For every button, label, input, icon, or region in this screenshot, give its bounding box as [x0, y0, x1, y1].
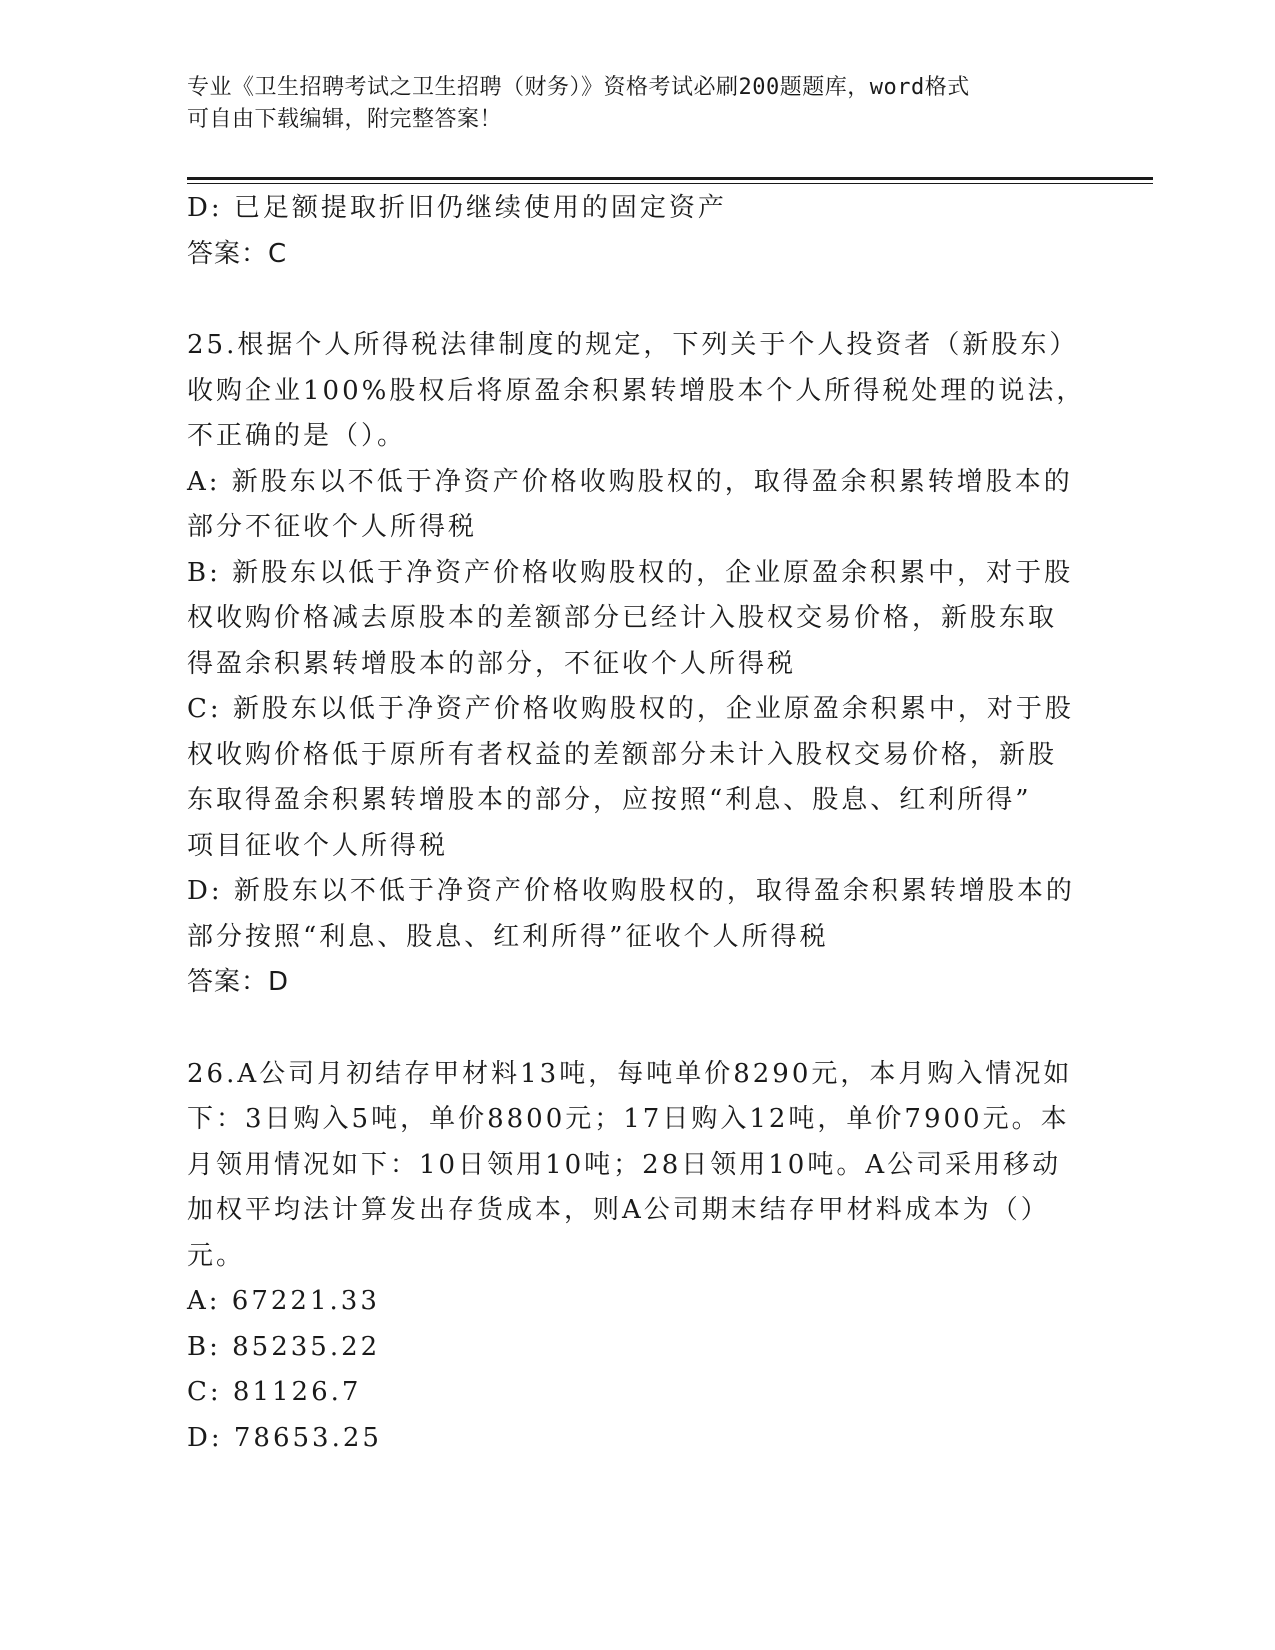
- option-c: 项目征收个人所得税: [187, 830, 449, 861]
- option-b: B: 新股东以低于净资产价格收购股权的，企业原盈余积累中，对于股: [187, 557, 1074, 588]
- option-d: D: 78653.25: [187, 1422, 382, 1453]
- option-a: A: 新股东以不低于净资产价格收购股权的，取得盈余积累转增股本的: [187, 466, 1073, 497]
- answer-label: 答案：C: [187, 238, 288, 269]
- spacer: [187, 277, 1087, 323]
- option-c: 权收购价格低于原所有者权益的差额部分未计入股权交易价格，新股: [187, 739, 1058, 770]
- question-stem-line: 26.A公司月初结存甲材料13吨，每吨单价8290元，本月购入情况如: [187, 1058, 1073, 1089]
- document-body: [187, 186, 1087, 1461]
- option-c: C: 新股东以低于净资产价格收购股权的，企业原盈余积累中，对于股: [187, 694, 1074, 724]
- option-b: 得盈余积累转增股本的部分，不征收个人所得税: [187, 648, 797, 679]
- previous-question-tail: [187, 186, 1087, 277]
- answer-label: 答案：D: [187, 967, 290, 997]
- option-b: 权收购价格减去原股本的差额部分已经计入股权交易价格，新股东取: [187, 603, 1058, 633]
- option-a: A: 67221.33: [187, 1286, 380, 1316]
- option-b: B: 85235.22: [187, 1331, 381, 1362]
- question-stem-line: 下：3日购入5吨，单价8800元；17日购入12吨，单价7900元。本: [187, 1104, 1070, 1134]
- question-25: [187, 323, 1087, 1006]
- header-line-1: 专业《卫生招聘考试之卫生招聘（财务）》资格考试必刷200题题库，word格式: [187, 75, 970, 100]
- question-26: [187, 1052, 1087, 1462]
- option-d: 部分按照“利息、股息、红利所得”征收个人所得税: [187, 921, 829, 952]
- option-c: 东取得盈余积累转增股本的部分，应按照“利息、股息、红利所得”: [187, 785, 1032, 815]
- question-stem-line: 加权平均法计算发出存货成本，则A公司期末结存甲材料成本为（）: [187, 1195, 1050, 1225]
- spacer: [187, 1006, 1087, 1052]
- document-header: [187, 72, 1087, 136]
- header-divider-thin: [187, 183, 1153, 184]
- option-c: C: 81126.7: [187, 1377, 362, 1407]
- header-divider-thick: [187, 177, 1153, 180]
- option-a: 部分不征收个人所得税: [187, 512, 478, 542]
- option-d: D: 已足额提取折旧仍继续使用的固定资产: [187, 193, 727, 223]
- option-d: D: 新股东以不低于净资产价格收购股权的，取得盈余积累转增股本的: [187, 876, 1075, 906]
- question-stem-line: 25.根据个人所得税法律制度的规定，下列关于个人投资者（新股东）: [187, 330, 1079, 360]
- question-stem-line: 元。: [187, 1240, 246, 1271]
- question-stem-line: 不正确的是（）。: [187, 421, 407, 451]
- header-line-2: 可自由下载编辑，附完整答案！: [187, 107, 503, 132]
- question-stem-line: 月领用情况如下：10日领用10吨；28日领用10吨。A公司采用移动: [187, 1149, 1062, 1180]
- question-stem-line: 收购企业100%股权后将原盈余积累转增股本个人所得税处理的说法，: [187, 375, 1086, 406]
